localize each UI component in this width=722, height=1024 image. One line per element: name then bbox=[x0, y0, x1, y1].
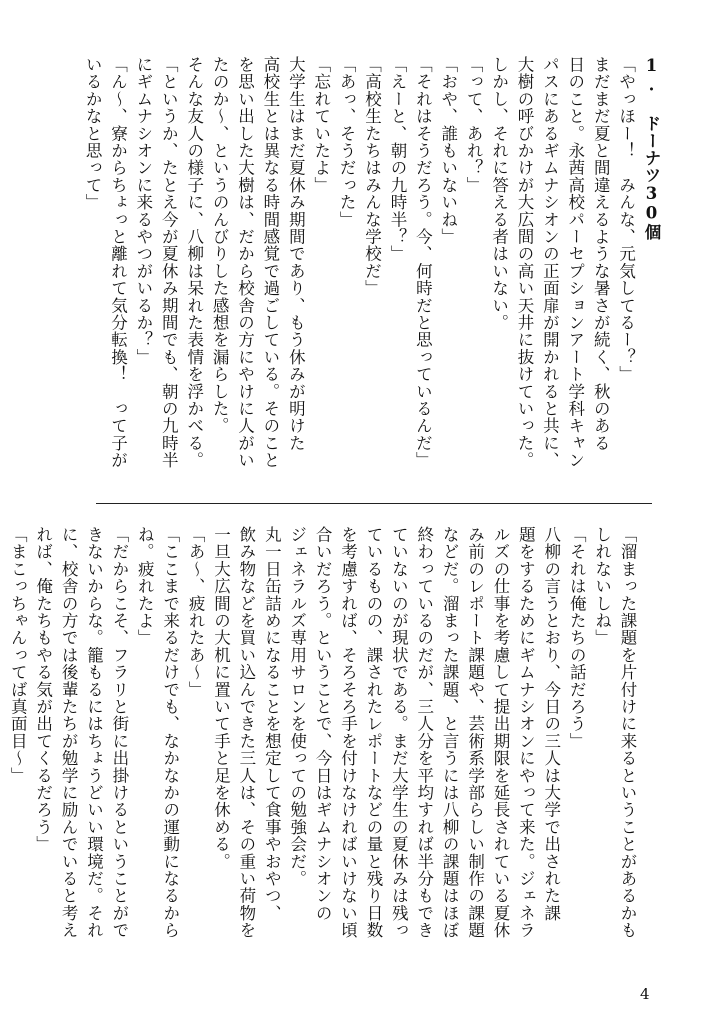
text-column: 「それはそうだろう。今、何時だと思っているんだ」 bbox=[413, 56, 433, 469]
text-column: 大樹の呼びかけが大広間の高い天井に抜けていった。 bbox=[514, 56, 534, 469]
text-column: そんな友人の様子に、八柳は呆れた表情を浮かべる。 bbox=[184, 56, 204, 469]
text-column: ね。疲れたよ」 bbox=[135, 526, 155, 647]
text-column: 「ん〜、寮からちょっと離れて気分転換！ って子が bbox=[108, 56, 128, 469]
text-column: み前のレポート課題や、芸術系学部らしい制作の課題 bbox=[465, 526, 485, 939]
text-column: を思い出した大樹は、だから校舎の方にやけに人がい bbox=[235, 56, 255, 469]
text-column: 「それは俺たちの話だろう」 bbox=[567, 526, 587, 750]
text-column: しれないしね」 bbox=[592, 526, 612, 647]
text-column: 「あっ、そうだった」 bbox=[337, 56, 357, 228]
upper-text-block bbox=[83, 56, 664, 486]
text-column: まだまだ夏と間違えるような暑さが続く、秋のある bbox=[591, 56, 611, 452]
section-divider bbox=[96, 503, 652, 504]
text-column: パスにあるギムナシオンの正面扉が開かれると共に、 bbox=[540, 56, 560, 469]
text-column: 「まこっちゃんってば真面目〜」 bbox=[8, 526, 28, 784]
text-column: 合いだろう。ということで、今日はギムナシオンの bbox=[313, 526, 333, 922]
section-title: 1. ドーナツ30個 bbox=[642, 56, 661, 241]
text-column: 丸一日缶詰めになることを想定して食事やおやつ、 bbox=[262, 526, 282, 922]
text-column: 大学生はまだ夏休み期間であり、もう休みが明けた bbox=[286, 56, 306, 452]
text-column: 「というか、たとえ今が夏休み期間でも、朝の九時半 bbox=[159, 56, 179, 469]
text-column: 日のこと。永茜高校パーセプションアート学科キャン bbox=[565, 56, 585, 469]
text-column: 「やっほー！ みんな、元気してるー？」 bbox=[616, 56, 636, 383]
text-column: ているものの、課されたレポートなどの量と残り日数 bbox=[363, 526, 383, 939]
text-column: にギムナシオンに来るやつがいるか？」 bbox=[133, 56, 153, 366]
text-column: 「ここまで来るだけでも、なかなかの運動になるから bbox=[160, 526, 180, 939]
text-column: 「おや、誰もいないね」 bbox=[438, 56, 458, 246]
text-column: ジェネラルズ専用サロンを使っての勉強会だ。 bbox=[287, 526, 307, 888]
text-column: に、校舎の方では後輩たちが勉学に励んでいると考え bbox=[59, 526, 79, 939]
text-column: 「えーと、朝の九時半？」 bbox=[387, 56, 407, 263]
text-column: たのか〜、というのんびりした感想を漏らした。 bbox=[210, 56, 230, 435]
text-column: 一旦大広間の大机に置いて手と足を休める。 bbox=[211, 526, 231, 870]
text-column: 「忘れていたよ」 bbox=[311, 56, 331, 194]
text-column: ていないのが現状である。まだ大学生の夏休みは残っ bbox=[389, 526, 409, 939]
text-column: 「高校生たちはみんな学校だ」 bbox=[362, 56, 382, 297]
page-number: 4 bbox=[640, 985, 650, 1003]
text-column: 「だからこそ、フラリと街に出掛けるということがで bbox=[109, 526, 129, 939]
text-column: 「あ〜、疲れたあ〜」 bbox=[186, 526, 206, 698]
text-column: 飲み物などを買い込んできた三人は、その重い荷物を bbox=[236, 526, 256, 939]
text-column: しかし、それに答える者はいない。 bbox=[489, 56, 509, 332]
lower-text-block bbox=[8, 526, 640, 976]
text-column: ルズの仕事を考慮して提出期限を延長されている夏休 bbox=[490, 526, 510, 939]
text-column: 「って、あれ？」 bbox=[464, 56, 484, 194]
text-column: れば、俺たちもやる気が出てくるだろう」 bbox=[33, 526, 53, 853]
text-column: などだ。溜まった課題、と言うには八柳の課題はほぼ bbox=[440, 526, 460, 939]
text-column: を考慮すれば、そろそろ手を付けなければいけない頃 bbox=[338, 526, 358, 939]
text-column: きないからな。籠もるにはちょうどいい環境だ。それ bbox=[84, 526, 104, 939]
text-column: 「溜まった課題を片付けに来るということがあるかも bbox=[618, 526, 637, 939]
text-column: 題をするためにギムナシオンにやって来た。ジェネラ bbox=[516, 526, 536, 939]
text-column: 八柳の言うとおり、今日の三人は大学で出された課 bbox=[541, 526, 561, 922]
text-column: 高校生とは異なる時間感覚で過ごしている。そのこと bbox=[260, 56, 280, 469]
text-column: 終わっているのだが、三人分を平均すれば半分もでき bbox=[414, 526, 434, 939]
text-column: いるかなと思って」 bbox=[83, 56, 103, 211]
